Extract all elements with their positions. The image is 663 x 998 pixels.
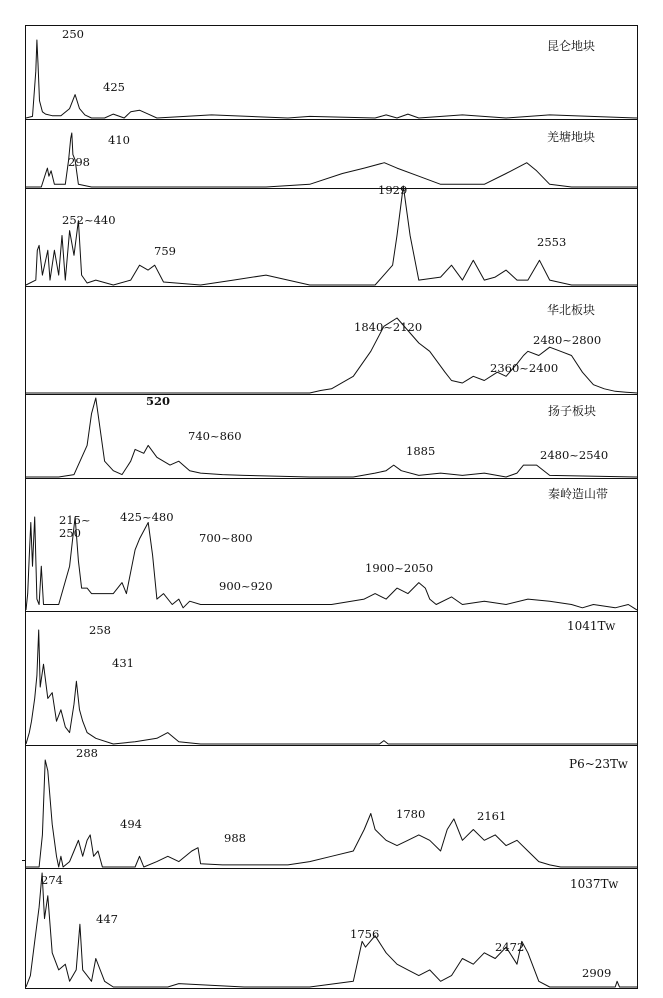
peak-age-label: 425	[103, 80, 125, 94]
age-distribution-curve	[26, 760, 637, 867]
peak-age-label: 252~440	[62, 213, 116, 227]
panel-title: 昆仑地块	[547, 39, 596, 53]
panel-title: P6~23Tw	[569, 757, 628, 771]
panel-4	[26, 287, 637, 394]
peak-age-label: 215~	[59, 513, 91, 527]
peak-age-label: 900~920	[219, 579, 273, 593]
peak-age-label: 740~860	[188, 429, 242, 443]
panel-title: 羌塘地块	[547, 130, 596, 144]
age-distribution-curve	[26, 40, 637, 118]
panel-title: 华北板块	[547, 303, 596, 317]
peak-age-label: 425~480	[120, 510, 174, 524]
panel-title: 1041Tw	[567, 619, 616, 633]
peak-age-label: 1900~2050	[365, 561, 434, 575]
peak-age-label: 431	[112, 656, 134, 670]
peak-age-label: 258	[89, 623, 111, 637]
peak-age-label: 2480~2800	[533, 333, 602, 347]
panel-1	[26, 27, 637, 118]
peak-age-label: 2161	[477, 809, 507, 823]
peak-age-label: 1885	[406, 444, 436, 458]
panel-7	[26, 612, 637, 745]
panel-6	[26, 479, 637, 611]
panel-3	[26, 183, 637, 285]
panel-5	[26, 394, 637, 477]
panel-8	[26, 746, 637, 868]
peak-age-label: 447	[96, 912, 118, 926]
peak-age-label: 288	[76, 746, 98, 760]
peak-age-label: 410	[108, 133, 130, 147]
figure-frame	[26, 26, 638, 989]
peak-age-label: 700~800	[199, 531, 253, 545]
peak-age-label: 494	[120, 817, 142, 831]
peak-age-label: 1929	[378, 183, 408, 197]
peak-age-label: 2360~2400	[490, 361, 559, 375]
panel-title: 1037Tw	[570, 877, 619, 891]
age-distribution-curve	[26, 630, 637, 744]
peak-age-label: 250	[59, 526, 81, 540]
peak-age-label: 759	[154, 244, 176, 258]
age-distribution-curve	[26, 318, 637, 393]
peak-age-label: 250	[62, 27, 84, 41]
panel-9	[26, 869, 637, 988]
peak-age-label: 2909	[582, 966, 612, 980]
peak-age-label: 274	[41, 873, 63, 887]
peak-age-label: 520	[146, 394, 171, 408]
panel-title: 扬子板块	[548, 404, 597, 418]
peak-age-label: 988	[224, 831, 246, 845]
peak-age-label: 2553	[537, 235, 567, 249]
panel-title: 秦岭造山带	[548, 487, 609, 501]
peak-age-label: 1780	[396, 807, 426, 821]
peak-age-label: 298	[68, 155, 90, 169]
peak-age-label: 2480~2540	[540, 448, 609, 462]
peak-age-label: 1840~2120	[354, 320, 423, 334]
peak-age-label: 2472	[495, 940, 525, 954]
panel-2	[26, 120, 637, 188]
age-distribution-curve	[26, 398, 637, 477]
peak-age-label: 1756	[350, 927, 380, 941]
panels	[22, 27, 637, 987]
age-distribution-curve	[26, 873, 637, 987]
age-distribution-curve	[26, 517, 637, 610]
